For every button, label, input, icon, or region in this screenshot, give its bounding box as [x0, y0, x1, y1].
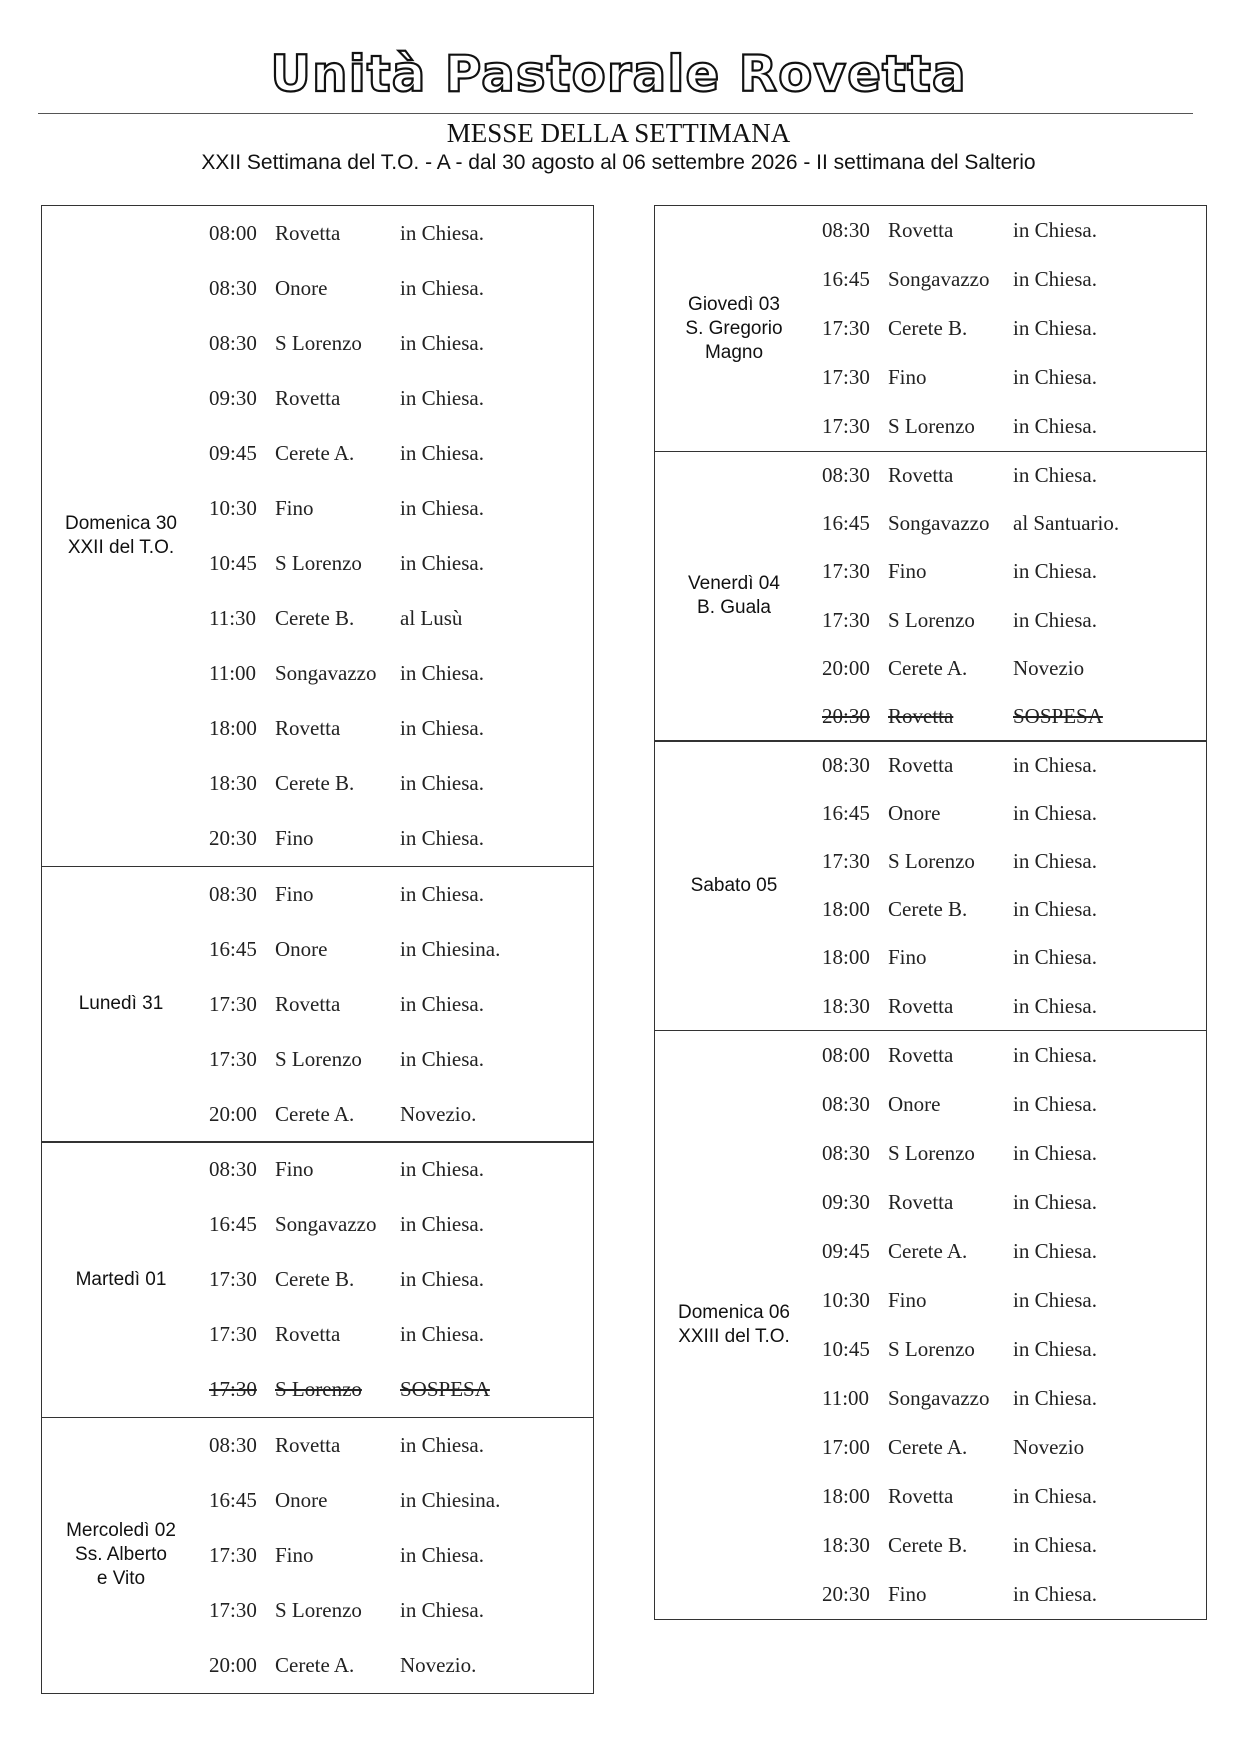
mass-where: in Chiesa.: [1013, 1238, 1097, 1263]
mass-time: 17:30: [822, 365, 870, 389]
mass-row: [813, 596, 1206, 644]
mass-place: Songavazzo: [275, 1212, 377, 1236]
mass-where: in Chiesa.: [1013, 1385, 1097, 1410]
mass-place: Fino: [275, 881, 314, 906]
mass-time: 08:30: [822, 218, 870, 242]
mass-time: 18:30: [822, 1532, 870, 1557]
mass-row: [813, 548, 1206, 596]
mass-row: [813, 789, 1206, 837]
mass-place: Fino: [275, 496, 314, 520]
mass-where: in Chiesa.: [400, 1046, 484, 1071]
day-block: [41, 1141, 594, 1418]
mass-time: 16:45: [209, 1487, 257, 1512]
mass-time: 11:00: [822, 1385, 870, 1410]
mass-time: 08:30: [209, 276, 257, 300]
mass-where: in Chiesa.: [400, 716, 484, 740]
mass-row: [200, 426, 593, 481]
page-subtitle: MESSE DELLA SETTIMANA: [446, 118, 791, 148]
mass-time: 17:30: [209, 1377, 257, 1401]
mass-row: [813, 402, 1206, 451]
mass-where: in Chiesa.: [1013, 1140, 1097, 1165]
mass-row: [200, 701, 593, 756]
mass-place: Songavazzo: [888, 511, 990, 536]
mass-row: [813, 886, 1206, 934]
mass-where: Novezio: [1013, 1434, 1085, 1459]
mass-row: [200, 591, 593, 646]
mass-where: in Chiesa.: [400, 1432, 484, 1457]
mass-row: [200, 1473, 593, 1528]
mass-place: Rovetta: [275, 991, 341, 1016]
mass-where: in Chiesa.: [400, 1267, 484, 1291]
mass-place: Cerete A.: [275, 1101, 355, 1126]
mass-time: 20:30: [209, 826, 257, 850]
mass-where: in Chiesa.: [1013, 1532, 1097, 1557]
mass-where: in Chiesa.: [1013, 414, 1097, 438]
mass-row: [200, 1087, 593, 1142]
mass-row: [813, 644, 1206, 692]
mass-row: [813, 1570, 1206, 1619]
schedule-column-right: [654, 205, 1207, 1620]
mass-where: in Chiesa.: [400, 1157, 484, 1181]
mass-where: in Chiesa.: [400, 1212, 484, 1236]
mass-where: in Chiesa.: [400, 826, 484, 850]
mass-place: Cerete A.: [888, 1434, 968, 1459]
mass-time: 20:00: [209, 1652, 257, 1677]
mass-place: Rovetta: [888, 1189, 954, 1214]
mass-time: 16:45: [209, 1212, 257, 1236]
mass-where: in Chiesa.: [400, 1542, 484, 1567]
mass-where: in Chiesa.: [1013, 267, 1097, 291]
mass-row: [200, 1307, 593, 1362]
mass-place: Rovetta: [275, 716, 341, 740]
mass-place: Rovetta: [888, 1042, 954, 1067]
mass-row: [813, 838, 1206, 886]
mass-where: in Chiesa.: [1013, 1287, 1097, 1312]
mass-place: Onore: [275, 936, 328, 961]
mass-where: in Chiesa.: [1013, 1581, 1097, 1606]
mass-place: Rovetta: [275, 1322, 341, 1346]
mass-row: [200, 1142, 593, 1197]
mass-time: 16:45: [822, 267, 870, 291]
mass-where: in Chiesa.: [1013, 800, 1097, 825]
page-title: Unità Pastorale Rovetta: [270, 45, 967, 103]
mass-time: 09:30: [209, 386, 257, 410]
mass-where: Novezio.: [400, 1652, 477, 1677]
mass-time: 18:00: [209, 716, 257, 740]
mass-where: in Chiesa.: [400, 386, 484, 410]
mass-time: 10:30: [209, 496, 257, 520]
mass-where: in Chiesa.: [400, 441, 484, 465]
mass-place: Onore: [275, 1487, 328, 1512]
mass-place: Fino: [888, 1287, 927, 1312]
mass-place: Rovetta: [888, 1483, 954, 1508]
mass-row: [813, 1227, 1206, 1276]
mass-time: 10:45: [822, 1336, 870, 1361]
mass-row: [200, 1638, 593, 1693]
mass-time: 18:00: [822, 1483, 870, 1508]
mass-time: 16:45: [209, 936, 257, 961]
mass-time: 18:00: [822, 897, 870, 922]
mass-place: Fino: [888, 945, 927, 970]
mass-list: [813, 206, 1206, 451]
mass-list: [200, 1142, 593, 1417]
mass-place: Songavazzo: [888, 267, 990, 291]
day-block: [41, 205, 594, 867]
mass-place: Fino: [888, 1581, 927, 1606]
mass-row: [200, 1032, 593, 1087]
title-divider: [38, 113, 1193, 114]
mass-place: Rovetta: [888, 704, 954, 729]
mass-where: in Chiesa.: [400, 496, 484, 520]
mass-list: [813, 452, 1206, 741]
mass-where: in Chiesa.: [1013, 1483, 1097, 1508]
mass-place: Rovetta: [888, 218, 954, 242]
mass-place: Rovetta: [888, 463, 954, 488]
mass-place: Rovetta: [275, 1432, 341, 1457]
mass-time: 09:45: [209, 441, 257, 465]
mass-place: Onore: [888, 800, 941, 825]
mass-place: S Lorenzo: [275, 551, 362, 575]
mass-time: 08:30: [822, 1140, 870, 1165]
mass-time: 17:30: [209, 1322, 257, 1346]
mass-place: Fino: [888, 559, 927, 584]
mass-row: [813, 1276, 1206, 1325]
mass-place: Cerete A.: [275, 1652, 355, 1677]
mass-row: [200, 867, 593, 922]
mass-time: 17:00: [822, 1434, 870, 1459]
mass-place: Cerete A.: [275, 441, 355, 465]
mass-place: Onore: [888, 1091, 941, 1116]
mass-row: [200, 922, 593, 977]
day-label: Mercoledì 02 Ss. Alberto e Vito: [66, 1520, 176, 1589]
mass-place: Rovetta: [888, 752, 954, 777]
mass-time: 17:30: [822, 607, 870, 632]
mass-list: [200, 867, 593, 1142]
mass-row: [200, 1528, 593, 1583]
mass-time: 18:00: [822, 945, 870, 970]
mass-list: [200, 206, 593, 866]
mass-place: Fino: [275, 1542, 314, 1567]
mass-row: [813, 982, 1206, 1030]
mass-where: SOSPESA: [400, 1377, 490, 1401]
mass-row: [813, 304, 1206, 353]
day-label: Martedì 01: [75, 1268, 167, 1290]
mass-place: Cerete B.: [275, 1267, 355, 1291]
mass-where: in Chiesa.: [400, 1597, 484, 1622]
mass-place: Rovetta: [888, 993, 954, 1018]
day-label: Lunedì 31: [78, 993, 164, 1014]
mass-time: 08:00: [209, 221, 257, 245]
mass-where: in Chiesa.: [1013, 463, 1097, 488]
mass-time: 18:30: [209, 771, 257, 795]
mass-place: Cerete A.: [888, 1238, 968, 1263]
mass-row: [200, 811, 593, 866]
mass-row: [200, 977, 593, 1032]
day-block: [41, 1417, 594, 1694]
mass-row: [200, 261, 593, 316]
day-block: [654, 205, 1207, 452]
mass-row: [813, 1374, 1206, 1423]
mass-row: [813, 206, 1206, 255]
mass-row: [200, 756, 593, 811]
mass-row: [813, 500, 1206, 548]
mass-place: Fino: [888, 365, 927, 389]
day-label: Giovedì 03 S. Gregorio Magno: [685, 293, 783, 363]
mass-time: 11:30: [209, 606, 257, 630]
mass-time: 08:30: [209, 331, 257, 355]
mass-list: [813, 1031, 1206, 1619]
mass-where: in Chiesa.: [1013, 993, 1097, 1018]
mass-row: [200, 206, 593, 261]
mass-place: Cerete A.: [888, 655, 968, 680]
day-label: Venerdì 04 B. Guala: [688, 573, 780, 619]
mass-row: [813, 353, 1206, 402]
mass-time: 08:30: [822, 752, 870, 777]
mass-time: 09:45: [822, 1238, 870, 1263]
mass-row: [200, 646, 593, 701]
mass-row: [813, 1521, 1206, 1570]
mass-where: in Chiesa.: [1013, 365, 1097, 389]
mass-where: in Chiesa.: [400, 551, 484, 575]
mass-where: in Chiesa.: [400, 881, 484, 906]
mass-row: [813, 1129, 1206, 1178]
mass-row: [200, 371, 593, 426]
mass-where: in Chiesa.: [1013, 1189, 1097, 1214]
mass-place: Cerete B.: [888, 897, 968, 922]
mass-where: in Chiesa.: [400, 1322, 484, 1346]
mass-time: 20:30: [822, 1581, 870, 1606]
mass-where: in Chiesa.: [1013, 607, 1097, 632]
mass-time: 10:30: [822, 1287, 870, 1312]
mass-where: in Chiesa.: [1013, 1336, 1097, 1361]
mass-where: in Chiesa.: [400, 331, 484, 355]
mass-place: S Lorenzo: [888, 1336, 975, 1361]
mass-time: 10:45: [209, 551, 257, 575]
mass-row: [813, 934, 1206, 982]
mass-place: Cerete B.: [888, 316, 968, 340]
day-label: Domenica 06 XXIII del T.O.: [678, 1301, 790, 1347]
mass-row: [200, 481, 593, 536]
mass-where: Novezio.: [400, 1101, 477, 1126]
mass-where: in Chiesa.: [400, 771, 484, 795]
mass-time: 17:30: [209, 1597, 257, 1622]
mass-time: 08:30: [209, 1432, 257, 1457]
mass-where: in Chiesa.: [400, 221, 484, 245]
mass-time: 16:45: [822, 800, 870, 825]
mass-place: S Lorenzo: [275, 331, 362, 355]
mass-time: 17:30: [822, 316, 870, 340]
mass-time: 11:00: [209, 661, 257, 685]
mass-row: [813, 1423, 1206, 1472]
mass-list: [813, 741, 1206, 1030]
mass-row: [813, 741, 1206, 789]
mass-place: S Lorenzo: [888, 414, 975, 438]
day-block: [654, 1030, 1207, 1620]
mass-where: in Chiesina.: [400, 936, 501, 961]
mass-time: 20:00: [822, 655, 870, 680]
mass-row: [813, 452, 1206, 500]
mass-time: 08:30: [209, 1157, 257, 1181]
mass-row: [813, 1080, 1206, 1129]
mass-place: Songavazzo: [888, 1385, 990, 1410]
mass-row: [200, 1583, 593, 1638]
week-description: XXII Settimana del T.O. - A - dal 30 agosto al 06 settembre 2026 - II settimana del Salterio: [201, 151, 1036, 174]
mass-where: SOSPESA: [1013, 704, 1103, 729]
mass-time: 20:30: [822, 704, 870, 729]
mass-place: Rovetta: [275, 386, 341, 410]
mass-row: [813, 1472, 1206, 1521]
mass-where: in Chiesa.: [400, 276, 484, 300]
mass-where: in Chiesina.: [400, 1487, 501, 1512]
mass-row: [200, 1197, 593, 1252]
mass-where: in Chiesa.: [1013, 897, 1097, 922]
day-block: [654, 451, 1207, 742]
mass-row: [813, 1178, 1206, 1227]
mass-time: 16:45: [822, 511, 870, 536]
mass-row: [813, 1031, 1206, 1080]
mass-row: [813, 255, 1206, 304]
mass-place: Cerete B.: [275, 606, 355, 630]
mass-where: in Chiesa.: [400, 661, 484, 685]
day-label: Sabato 05: [690, 874, 778, 896]
mass-place: Onore: [275, 276, 328, 300]
mass-place: Cerete B.: [275, 771, 355, 795]
mass-time: 09:30: [822, 1189, 870, 1214]
day-label: Domenica 30 XXII del T.O.: [65, 513, 177, 558]
mass-row: [200, 316, 593, 371]
mass-place: Rovetta: [275, 221, 341, 245]
mass-time: 17:30: [209, 991, 257, 1016]
mass-time: 17:30: [822, 414, 870, 438]
mass-time: 17:30: [209, 1267, 257, 1291]
mass-time: 08:30: [822, 1091, 870, 1116]
mass-where: Novezio: [1013, 655, 1085, 680]
mass-row-cancelled: [813, 692, 1206, 740]
mass-time: 17:30: [822, 559, 870, 584]
mass-place: S Lorenzo: [275, 1377, 362, 1401]
mass-row: [200, 1252, 593, 1307]
mass-place: Fino: [275, 826, 314, 850]
mass-place: S Lorenzo: [275, 1597, 362, 1622]
mass-where: al Santuario.: [1013, 511, 1120, 536]
mass-place: Fino: [275, 1157, 314, 1181]
mass-place: S Lorenzo: [888, 607, 975, 632]
mass-time: 17:30: [209, 1046, 257, 1071]
day-block: [41, 866, 594, 1143]
mass-row: [200, 1418, 593, 1473]
mass-where: in Chiesa.: [400, 991, 484, 1016]
mass-place: S Lorenzo: [275, 1046, 362, 1071]
mass-time: 08:00: [822, 1042, 870, 1067]
day-block: [654, 740, 1207, 1031]
mass-where: in Chiesa.: [1013, 218, 1097, 242]
mass-where: in Chiesa.: [1013, 559, 1097, 584]
mass-where: in Chiesa.: [1013, 752, 1097, 777]
mass-row-cancelled: [200, 1362, 593, 1417]
mass-list: [200, 1418, 593, 1693]
mass-time: 20:00: [209, 1101, 257, 1126]
mass-time: 17:30: [822, 849, 870, 874]
mass-time: 08:30: [209, 881, 257, 906]
mass-where: in Chiesa.: [1013, 1091, 1097, 1116]
mass-time: 18:30: [822, 993, 870, 1018]
mass-where: al Lusù: [400, 606, 463, 630]
mass-place: Cerete B.: [888, 1532, 968, 1557]
mass-time: 17:30: [209, 1542, 257, 1567]
mass-where: in Chiesa.: [1013, 1042, 1097, 1067]
mass-where: in Chiesa.: [1013, 945, 1097, 970]
mass-row: [200, 536, 593, 591]
schedule-column-left: [41, 205, 594, 1694]
mass-place: Songavazzo: [275, 661, 377, 685]
mass-time: 08:30: [822, 463, 870, 488]
mass-where: in Chiesa.: [1013, 849, 1097, 874]
mass-place: S Lorenzo: [888, 1140, 975, 1165]
mass-place: S Lorenzo: [888, 849, 975, 874]
mass-where: in Chiesa.: [1013, 316, 1097, 340]
mass-row: [813, 1325, 1206, 1374]
